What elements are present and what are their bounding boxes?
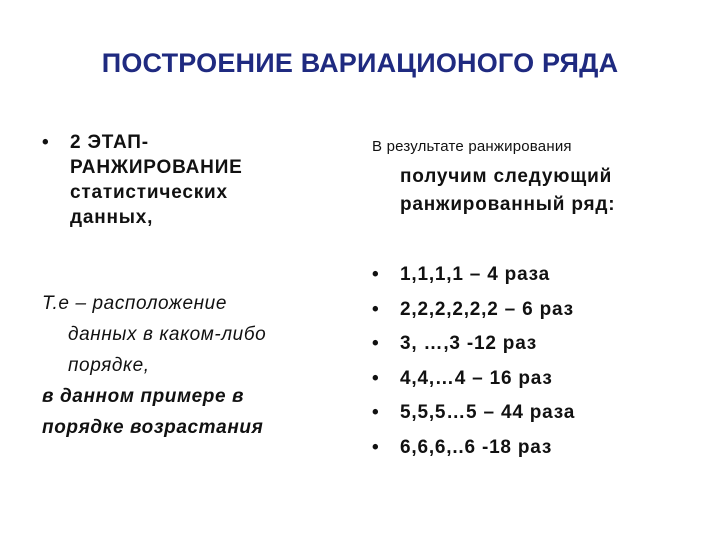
stage-bullet <box>42 130 342 230</box>
result-lead <box>400 163 615 219</box>
explanation-line: Т.е – расположение <box>42 293 228 314</box>
stage-line: данных, <box>70 207 154 228</box>
stage-line: статистических <box>70 182 228 203</box>
left-column <box>42 130 342 230</box>
list-item <box>372 293 575 328</box>
example-line: порядке возрастания <box>42 417 264 438</box>
slide-title: ПОСТРОЕНИЕ ВАРИАЦИОНОГО РЯДА <box>101 48 619 78</box>
explanation-line: порядке, <box>68 355 150 376</box>
bullet-marker: • <box>42 132 50 153</box>
stage-line: РАНЖИРОВАНИЕ <box>70 157 243 178</box>
bullet-marker: • <box>372 436 380 458</box>
bullet-marker: • <box>372 298 380 320</box>
stage-line: 2 ЭТАП- <box>70 132 149 153</box>
result-lead-line: ранжированный ряд: <box>400 194 616 215</box>
list-item <box>372 362 575 397</box>
bullet-marker: • <box>372 333 380 354</box>
example-line: в данном примере в <box>42 386 245 407</box>
list-item-text: 3, …,3 -12 раз <box>400 333 538 354</box>
explanation-text <box>42 288 342 443</box>
list-item-text: 6,6,6,..6 -18 раз <box>400 436 553 458</box>
bullet-marker: • <box>372 367 380 389</box>
list-item-text: 2,2,2,2,2,2 – 6 раз <box>400 298 574 320</box>
list-item-text: 4,4,…4 – 16 раз <box>400 367 553 389</box>
list-item <box>372 396 575 431</box>
explanation-line: данных в каком-либо <box>68 324 267 345</box>
result-lead-line: получим следующий <box>400 166 613 187</box>
list-item <box>372 431 575 466</box>
bullet-marker: • <box>372 264 380 285</box>
result-intro: В результате ранжирования <box>372 138 572 155</box>
list-item-text: 1,1,1,1 – 4 раза <box>400 264 551 285</box>
list-item-text: 5,5,5…5 – 44 раза <box>400 402 576 423</box>
list-item <box>372 327 575 362</box>
list-item <box>372 258 575 293</box>
bullet-marker: • <box>372 402 380 423</box>
ranked-series-list <box>372 258 575 465</box>
